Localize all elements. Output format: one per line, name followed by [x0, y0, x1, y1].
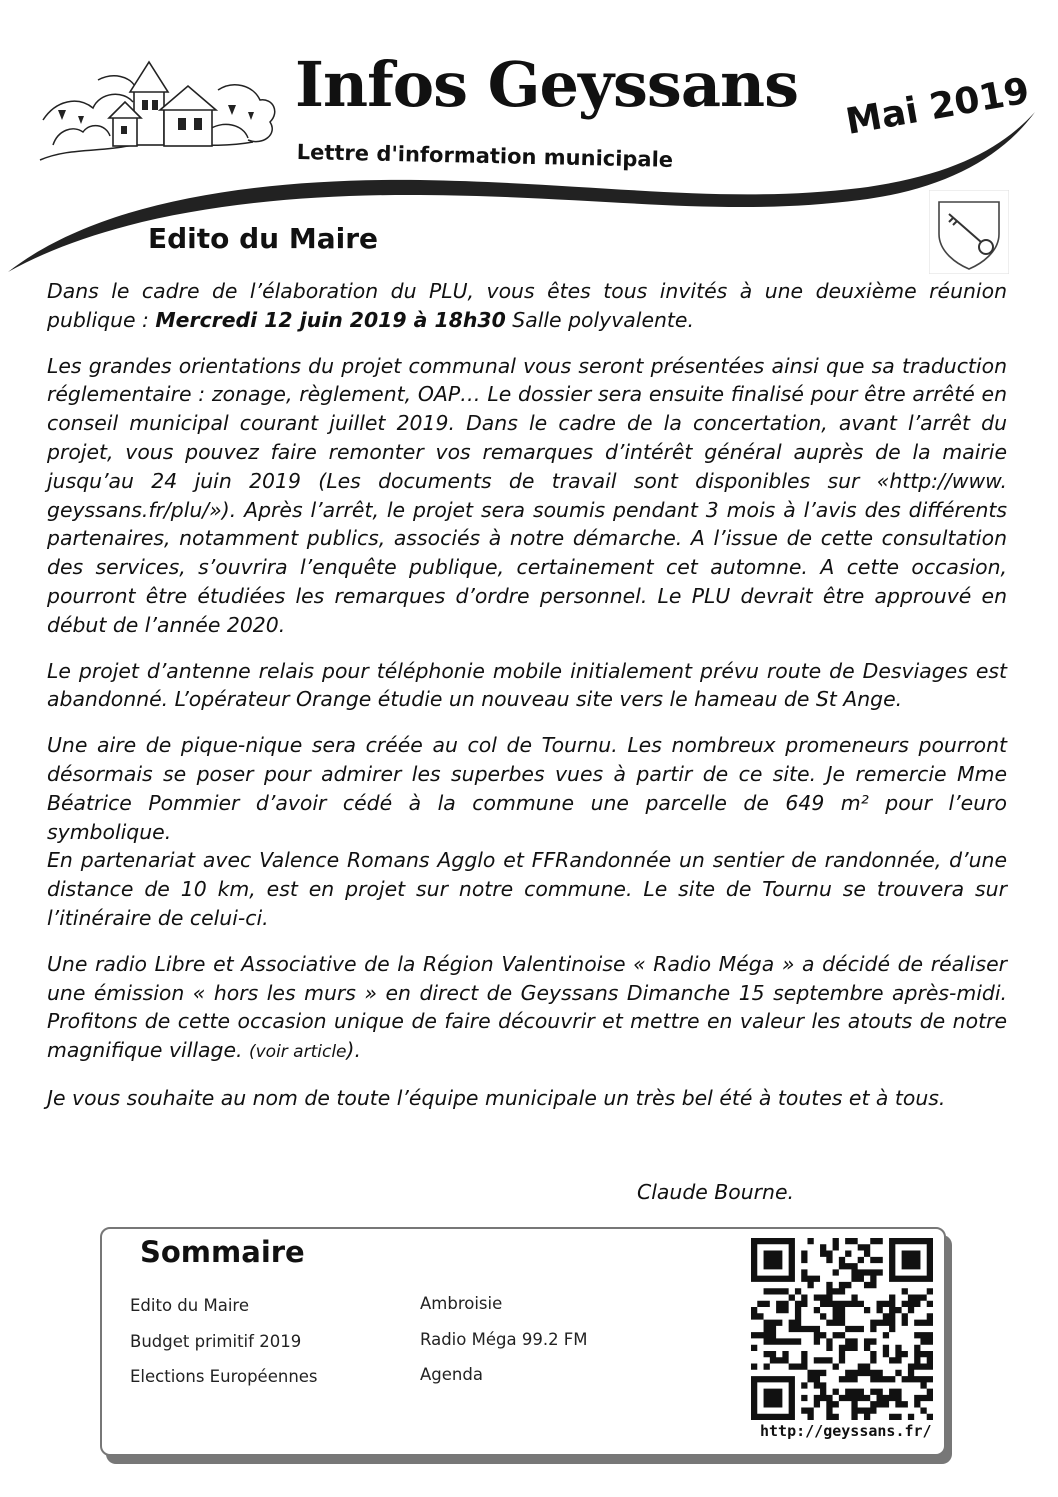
toc-item-radio: Radio Méga 99.2 FM [420, 1329, 588, 1349]
toc-item-agenda: Agenda [420, 1365, 483, 1384]
edito-p5-end: ). [346, 1038, 361, 1063]
issue-date: Mai 2019 [842, 70, 1033, 143]
edito-paragraph-orientations: Les grandes orientations du projet communal vous seront présentées ainsi que sa traduction réglementaire : zonage, règlement, OAP… Le dossier sera ensuite finalisé pour être arrêté en conseil municipal courant juillet 2019. Dans le cadre de la concertation, avant l’arrêt du projet, vous pouvez faire remonter vos remarques d’intérêt général auprès de la mairie jusqu’au 24 juin 2019 (Les documents de travail sont disponibles sur «http://www. geyssans.fr/plu/»). Après l’arrêt, le projet sera soumis pendant 3 mois à l’avis des différents partenaires, notamment publics, associés à notre démarche. A l’issue de cette consultation des services, s’ouvrira l’enquête publique, certainement cet automne. A cette occasion, pourront être étudiées les remarques d’ordre personnel. Le PLU devrait être approuvé en début de l’année 2020. [47, 353, 1007, 637]
toc-right-column [420, 1294, 588, 1401]
edito-p5-text: Une radio Libre et Associative de la Région Valentinoise « Radio Méga » a décidé de réaliser une émission « hors les murs » en direct de Geyssans Dimanche 15 septembre après-midi. Profitons de cette occasion unique de faire découvrir et mettre en valeur les atouts de notre magnifique village. [47, 951, 1007, 1063]
edito-paragraph-plu [47, 277, 1007, 335]
toc-left-column [130, 1296, 318, 1403]
village-church-illustration [38, 50, 283, 175]
qr-code-icon [751, 1238, 933, 1420]
sommaire-title: Sommaire [140, 1235, 305, 1269]
newsletter-subtitle: Lettre d'information municipale [296, 140, 674, 172]
toc-item-budget: Budget primitif 2019 [130, 1331, 302, 1351]
edito-paragraph-picnic: Une aire de pique-nique sera créée au col de Tournu. Les nombreux promeneurs pourront désormais se poser pour admirer les superbes vues à partir de ce site. Je remercie Mme Béatrice Pommier d’avoir cédé à la commune une parcelle de 649 m² pour l’euro symbolique. [47, 733, 1007, 844]
toc-item-edito: Edito du Maire [130, 1296, 249, 1315]
website-url: http://geyssans.fr/ [760, 1422, 932, 1440]
edito-paragraph-radio [47, 950, 1007, 1067]
see-article-note: (voir article [248, 1042, 347, 1063]
toc-item-ambroisie: Ambroisie [420, 1294, 503, 1313]
newsletter-title: Infos Geyssans [295, 48, 798, 121]
signature: Claude Bourne. [637, 1180, 795, 1204]
edito-body [47, 277, 1007, 1130]
edito-p1-end: Salle polyvalente. [505, 307, 694, 332]
edito-paragraph-antenna: Le projet d’antenne relais pour téléphonie mobile initialement prévu route de Desviages est abandonné. L’opérateur Orange étudie un nouveau site vers le hameau de St Ange. [47, 658, 1007, 712]
edito-paragraph-trail: En partenariat avec Valence Romans Agglo et FFRandonnée un sentier de randonnée, d’une distance de 10 km, est en projet sur notre commune. Le site de Tournu se trouvera sur l’itinéraire de celui-ci. [47, 848, 1007, 930]
edito-p1-text: Dans le cadre de l’élaboration du PLU, vous êtes tous invités à une deuxième réunion publique : [47, 279, 1007, 332]
edito-heading: Edito du Maire [148, 222, 379, 255]
toc-item-elections: Elections Européennes [130, 1367, 318, 1386]
key-shield-icon [929, 190, 1009, 274]
edito-paragraph-wishes: Je vous souhaite au nom de toute l’équipe municipale un très bel été à toutes et à tous. [47, 1085, 946, 1110]
sommaire-box [100, 1227, 946, 1456]
meeting-date: Mercredi 12 juin 2019 à 18h30 [155, 307, 506, 332]
